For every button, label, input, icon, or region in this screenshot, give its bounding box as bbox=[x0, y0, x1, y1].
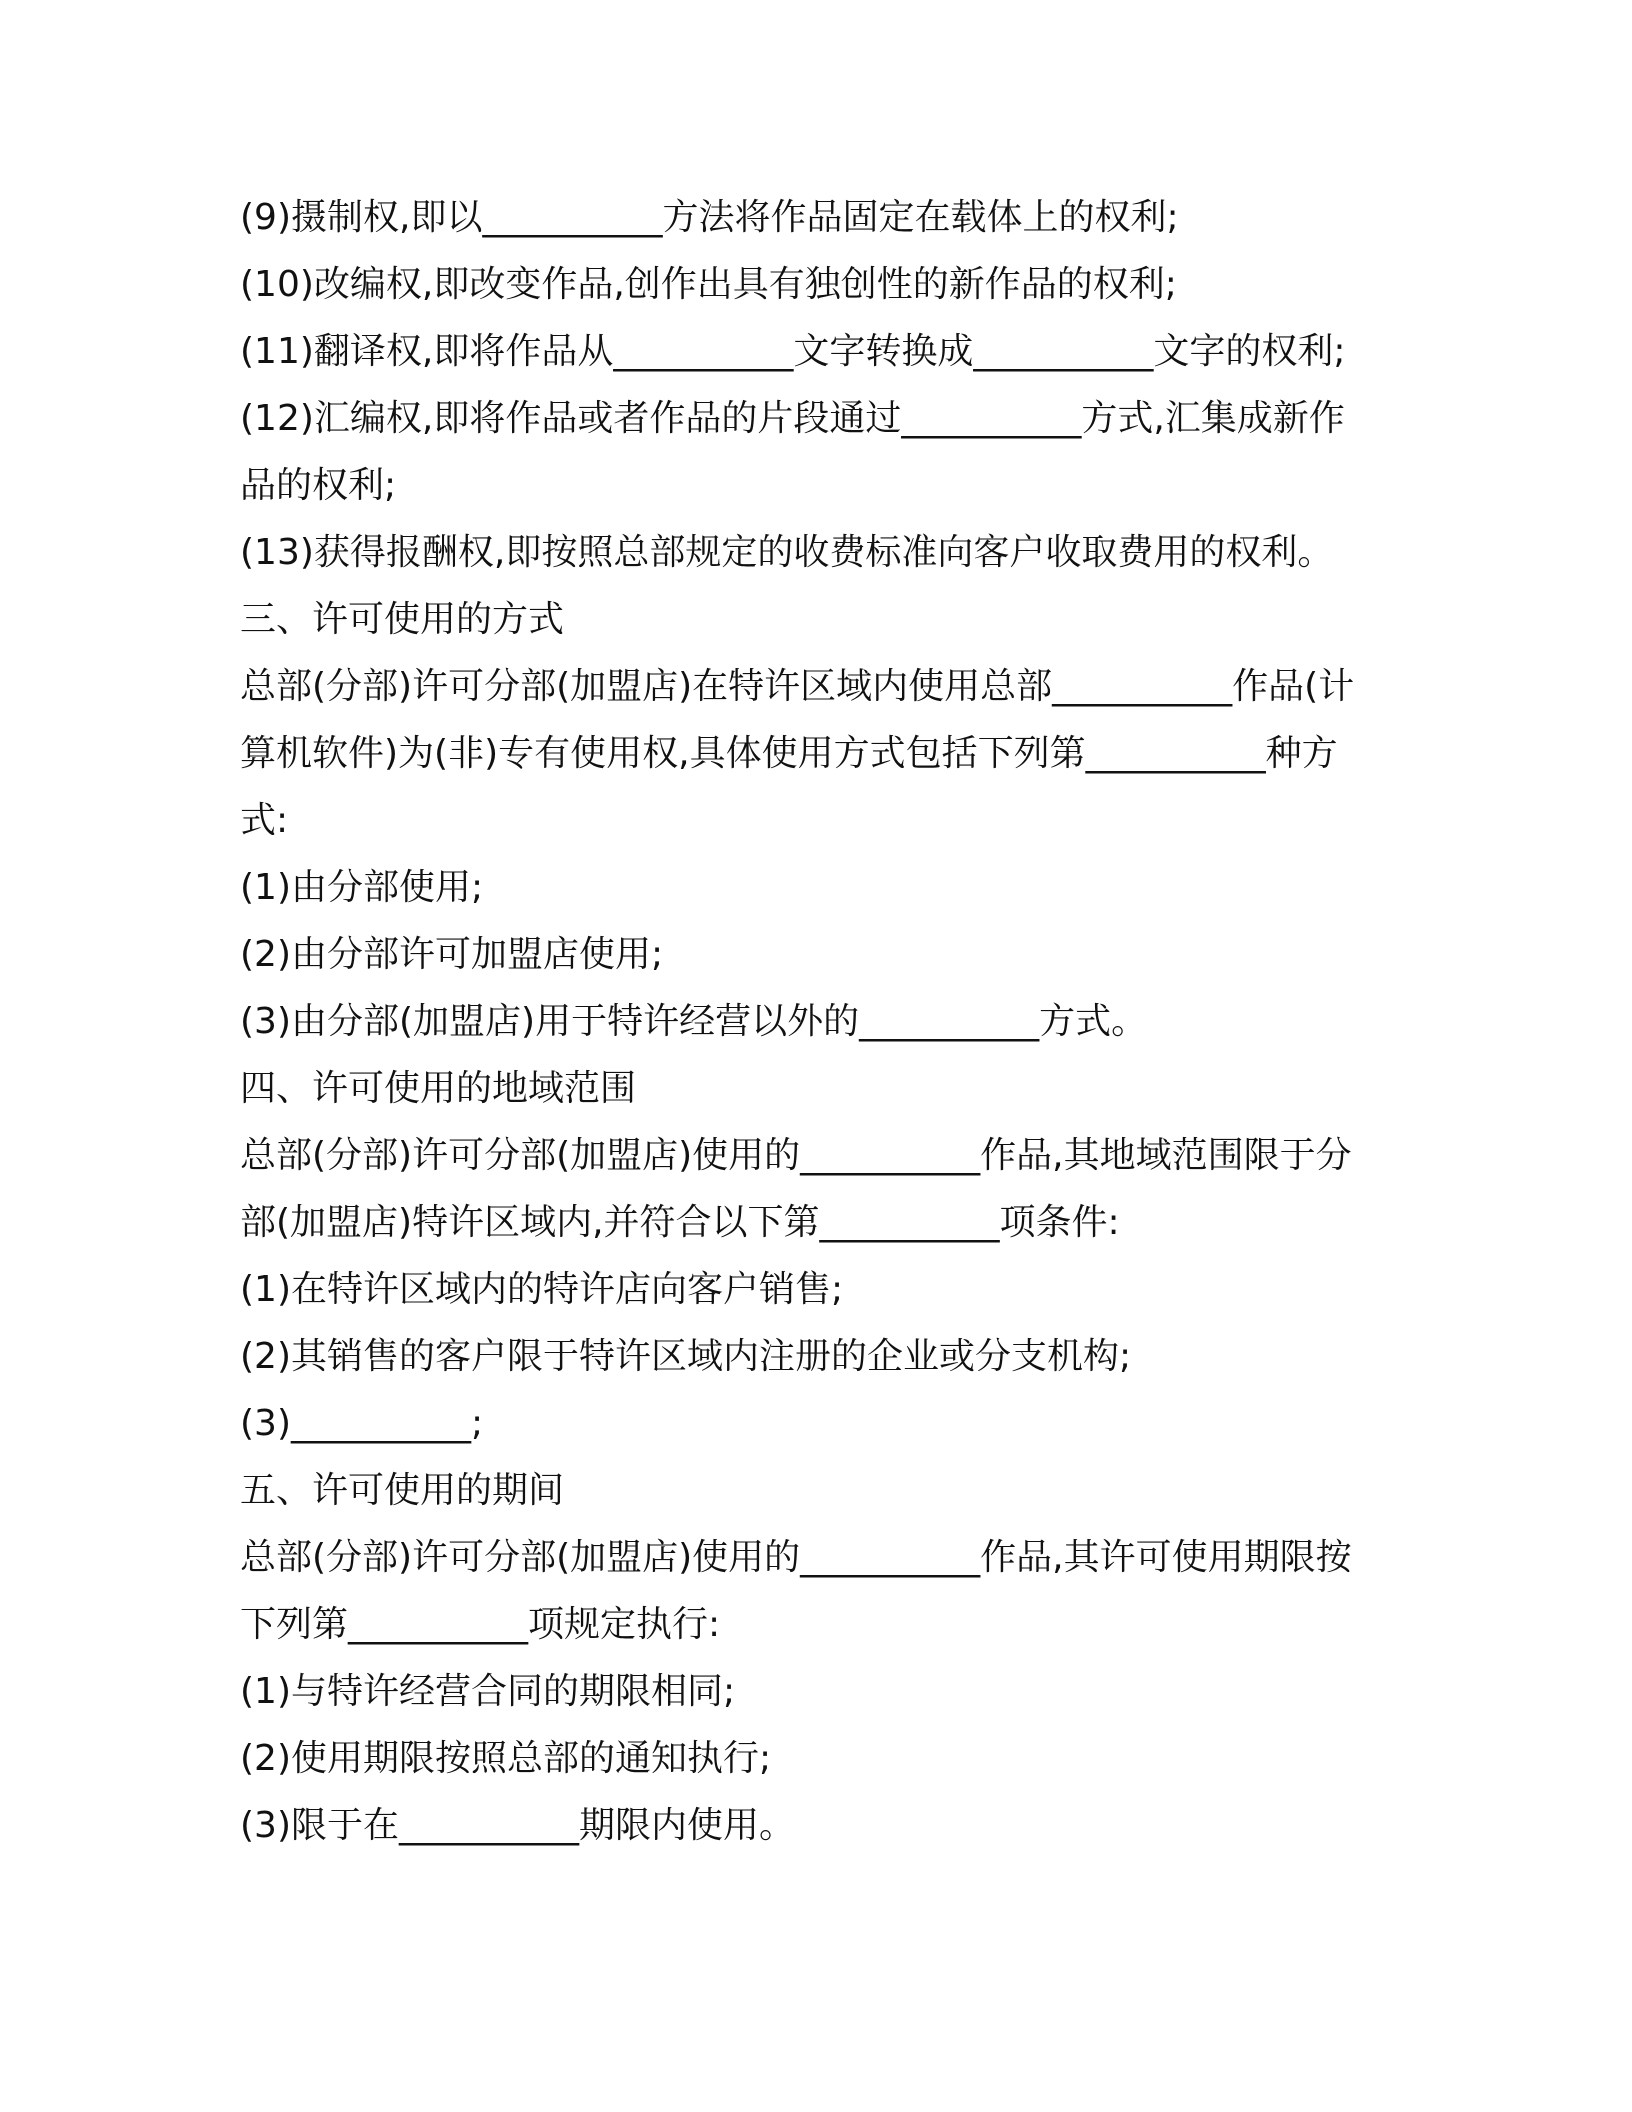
clause-12-compilation-right: (12)汇编权,即将作品或者作品的片段通过__________方式,汇集成新作 bbox=[240, 398, 1345, 439]
section-3-paragraph-line-2: 算机软件)为(非)专有使用权,具体使用方式包括下列第__________种方 bbox=[240, 733, 1338, 774]
section-3-option-1: (1)由分部使用; bbox=[240, 867, 484, 908]
section-4-paragraph-line-2: 部(加盟店)特许区域内,并符合以下第__________项条件: bbox=[240, 1202, 1120, 1243]
section-heading-4: 四、许可使用的地域范围 bbox=[240, 1068, 637, 1109]
section-3-paragraph-line-1: 总部(分部)许可分部(加盟店)在特许区域内使用总部__________作品(计 bbox=[240, 666, 1355, 707]
section-4-paragraph-line-1: 总部(分部)许可分部(加盟店)使用的__________作品,其地域范围限于分 bbox=[240, 1135, 1352, 1176]
section-3-paragraph-line-3: 式: bbox=[240, 800, 289, 841]
section-3-option-2: (2)由分部许可加盟店使用; bbox=[240, 934, 664, 975]
section-5-option-1: (1)与特许经营合同的期限相同; bbox=[240, 1671, 736, 1712]
section-5-option-2: (2)使用期限按照总部的通知执行; bbox=[240, 1738, 772, 1779]
section-5-option-3: (3)限于在__________期限内使用。 bbox=[240, 1805, 795, 1846]
section-5-paragraph-line-2: 下列第__________项规定执行: bbox=[240, 1604, 721, 1645]
section-4-option-2: (2)其销售的客户限于特许区域内注册的企业或分支机构; bbox=[240, 1336, 1132, 1377]
section-5-paragraph-line-1: 总部(分部)许可分部(加盟店)使用的__________作品,其许可使用期限按 bbox=[240, 1537, 1352, 1578]
section-heading-3: 三、许可使用的方式 bbox=[240, 599, 565, 640]
clause-13-remuneration-right: (13)获得报酬权,即按照总部规定的收费标准向客户收取费用的权利。 bbox=[240, 532, 1334, 573]
clause-11-translation-right: (11)翻译权,即将作品从__________文字转换成__________文字的权利; bbox=[240, 331, 1346, 372]
section-4-option-3: (3)__________; bbox=[240, 1403, 484, 1444]
document-body bbox=[240, 184, 1400, 1859]
clause-10-adaptation-right: (10)改编权,即改变作品,创作出具有独创性的新作品的权利; bbox=[240, 264, 1177, 305]
section-3-option-3: (3)由分部(加盟店)用于特许经营以外的__________方式。 bbox=[240, 1001, 1148, 1042]
clause-9-filming-right: (9)摄制权,即以__________方法将作品固定在载体上的权利; bbox=[240, 197, 1179, 238]
section-4-option-1: (1)在特许区域内的特许店向客户销售; bbox=[240, 1269, 844, 1310]
clause-12-compilation-right-cont: 品的权利; bbox=[240, 465, 397, 506]
section-heading-5: 五、许可使用的期间 bbox=[240, 1470, 565, 1511]
